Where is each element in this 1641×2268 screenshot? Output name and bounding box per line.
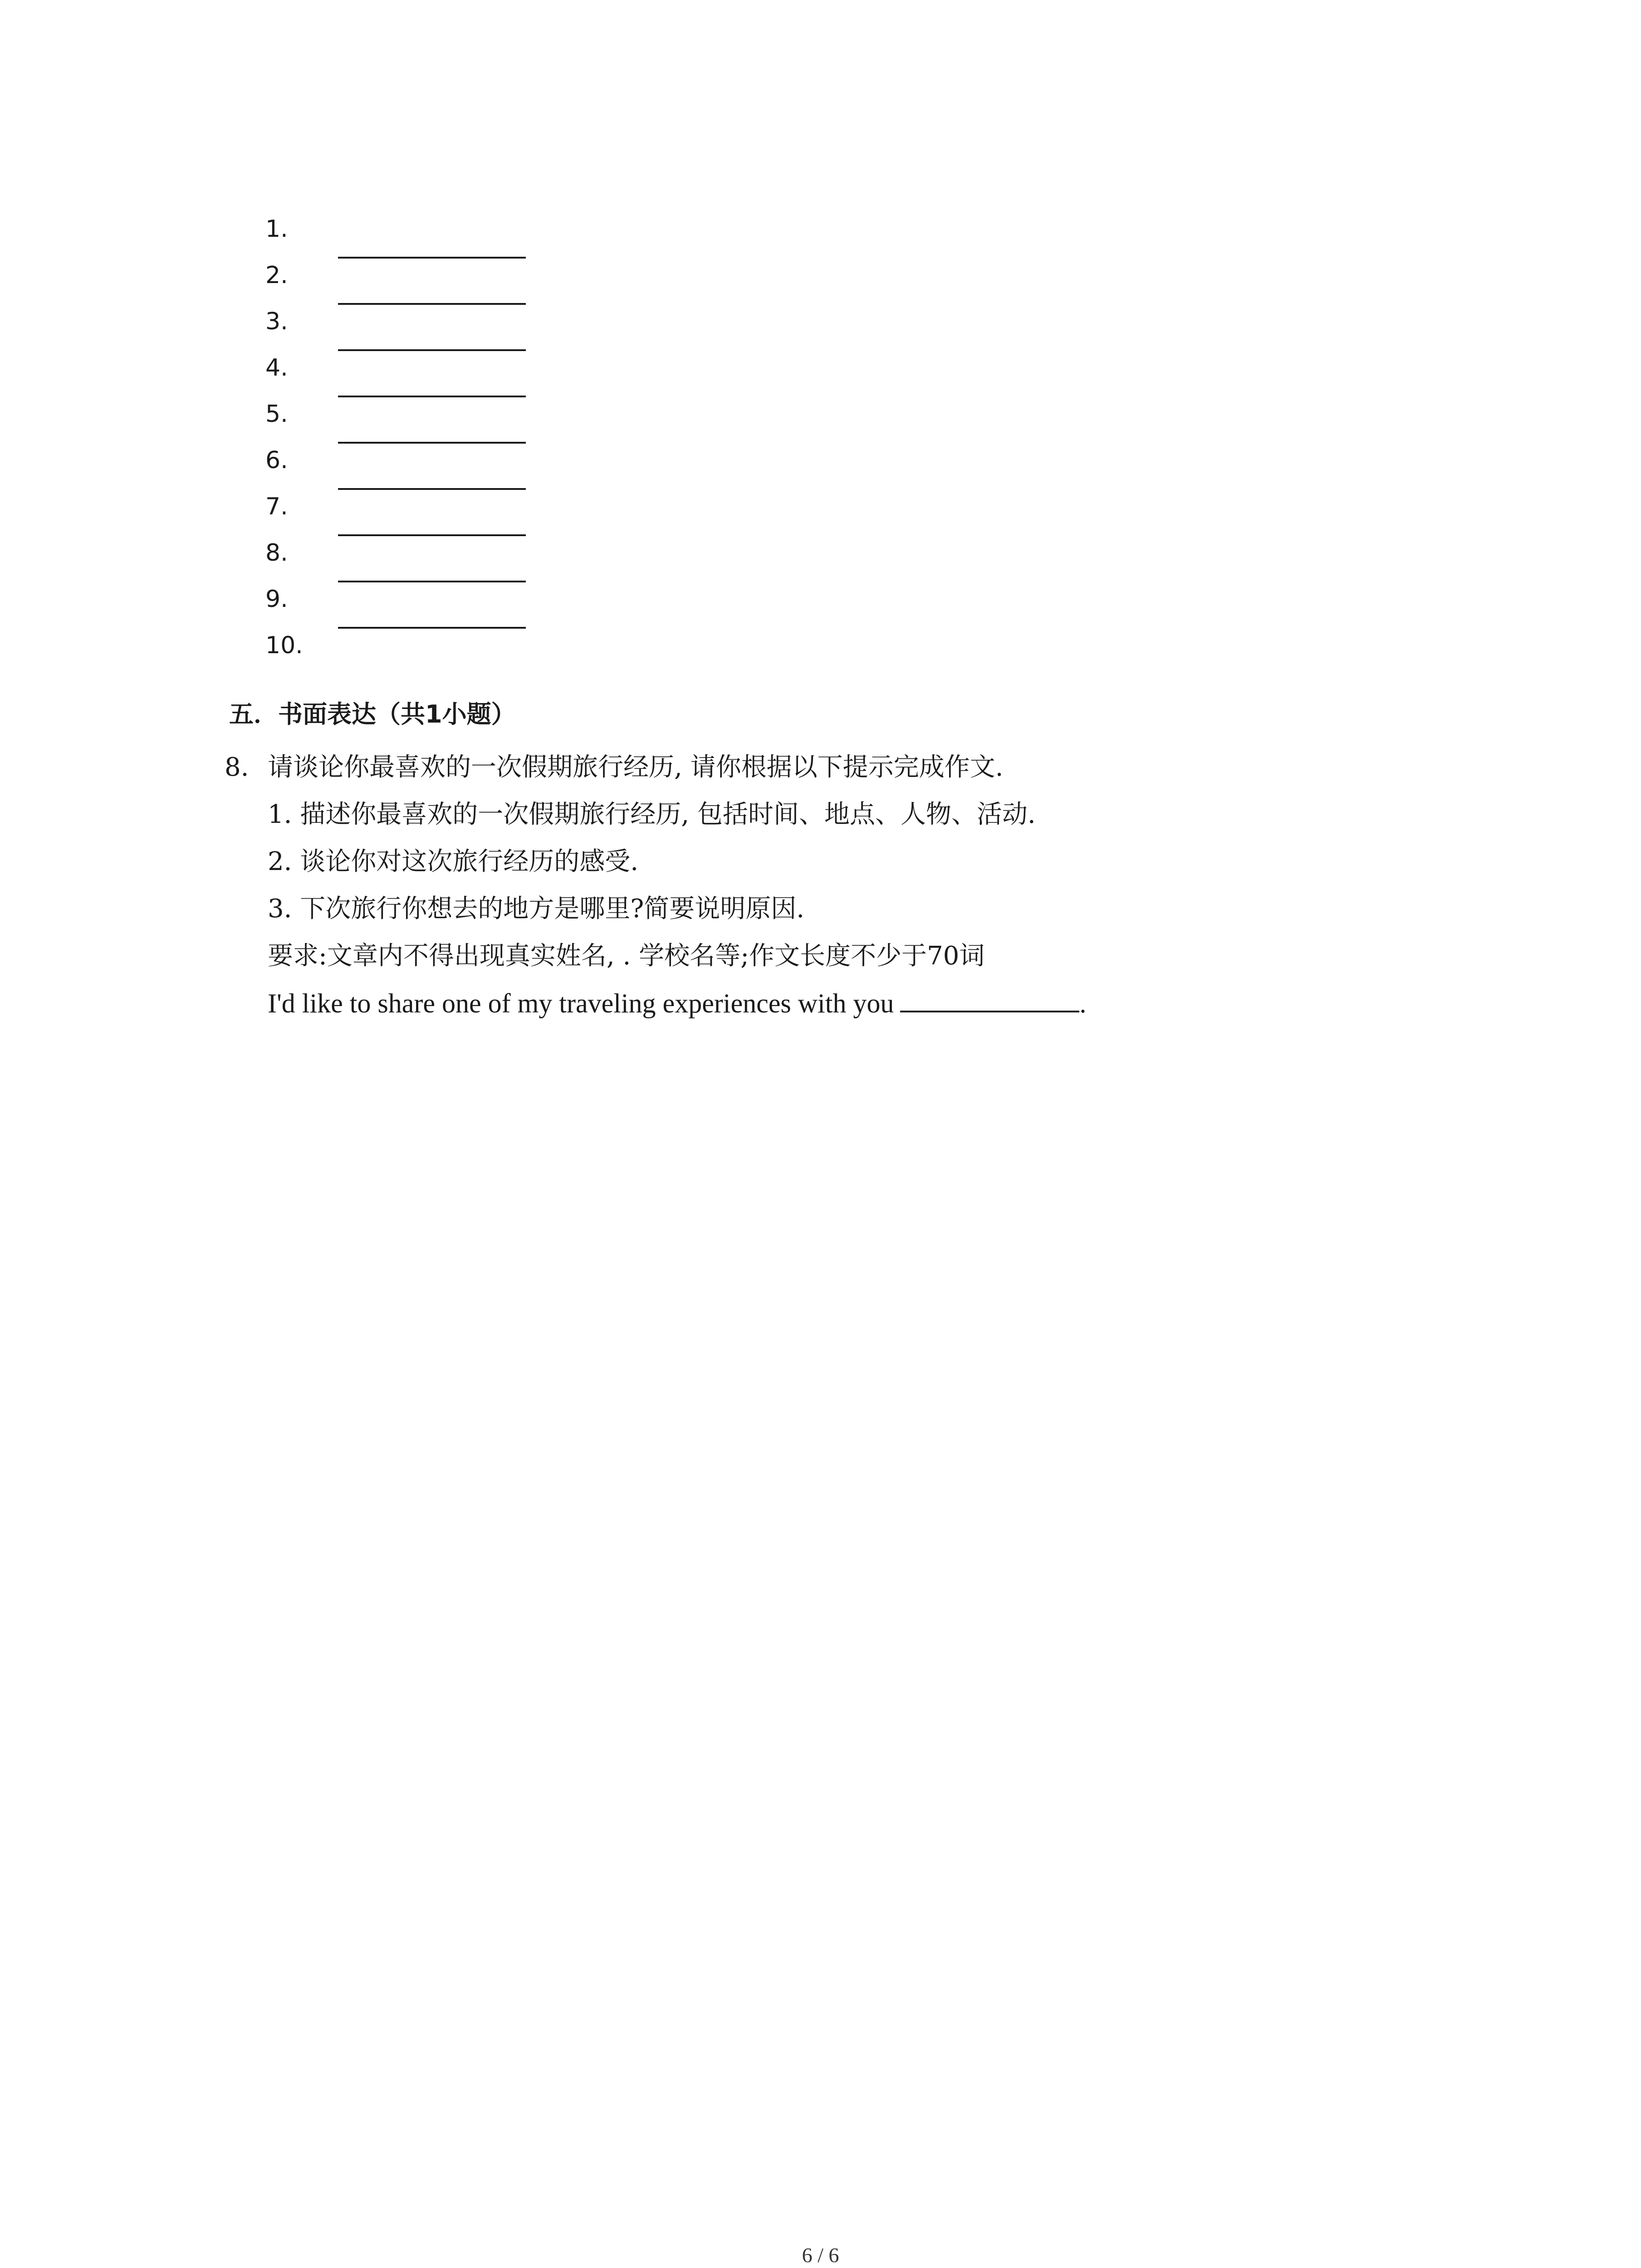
essay-starter-text: I'd like to share one of my traveling experiences with you xyxy=(268,988,894,1018)
answer-number: 4. xyxy=(265,354,288,381)
answer-number: 6. xyxy=(265,447,288,474)
hint-point-1: 1. 描述你最喜欢的一次假期旅行经历, 包括时间、地点、人物、活动. xyxy=(268,800,1036,829)
answer-blank[interactable] xyxy=(338,581,526,582)
list-item xyxy=(265,306,338,352)
essay-fill-blank[interactable] xyxy=(900,983,1079,1012)
answer-number: 8. xyxy=(265,539,288,567)
list-item xyxy=(265,445,338,491)
section-title: 五．书面表达（共1小题） xyxy=(229,700,516,728)
answer-blank[interactable] xyxy=(338,442,526,444)
hint-point-3: 3. 下次旅行你想去的地方是哪里?简要说明原因. xyxy=(268,894,805,924)
answer-number: 2. xyxy=(265,262,288,289)
answer-blank[interactable] xyxy=(338,396,526,397)
list-item xyxy=(265,491,338,537)
list-item xyxy=(265,537,338,583)
question-number: 8. xyxy=(225,753,249,782)
answer-blank[interactable] xyxy=(338,488,526,490)
list-item xyxy=(265,352,338,398)
answer-number: 7. xyxy=(265,493,288,520)
answer-list xyxy=(265,213,338,676)
answer-number: 1. xyxy=(265,215,288,243)
answer-number: 10. xyxy=(265,632,303,659)
answer-blank[interactable] xyxy=(338,257,526,259)
answer-blank[interactable] xyxy=(338,349,526,351)
list-item xyxy=(265,583,338,630)
list-item xyxy=(265,259,338,306)
answer-number: 9. xyxy=(265,586,288,613)
list-item xyxy=(265,213,338,259)
answer-number: 3. xyxy=(265,308,288,335)
requirement-text: 要求:文章内不得出现真实姓名, . 学校名等;作文长度不少于70词 xyxy=(268,941,985,971)
list-item xyxy=(265,398,338,445)
answer-blank[interactable] xyxy=(338,627,526,629)
page-number: 6 / 6 xyxy=(802,2244,839,2267)
hint-point-2: 2. 谈论你对这次旅行经历的感受. xyxy=(268,847,639,876)
question-prompt-line xyxy=(225,744,1450,791)
essay-starter-line xyxy=(225,980,1450,1027)
list-item xyxy=(265,630,338,676)
writing-question xyxy=(225,744,1450,1027)
essay-starter-period: . xyxy=(1079,988,1087,1018)
answer-blank[interactable] xyxy=(338,303,526,305)
question-prompt: 请谈论你最喜欢的一次假期旅行经历, 请你根据以下提示完成作文. xyxy=(268,753,1004,782)
answer-blank[interactable] xyxy=(338,534,526,536)
answer-number: 5. xyxy=(265,401,288,428)
